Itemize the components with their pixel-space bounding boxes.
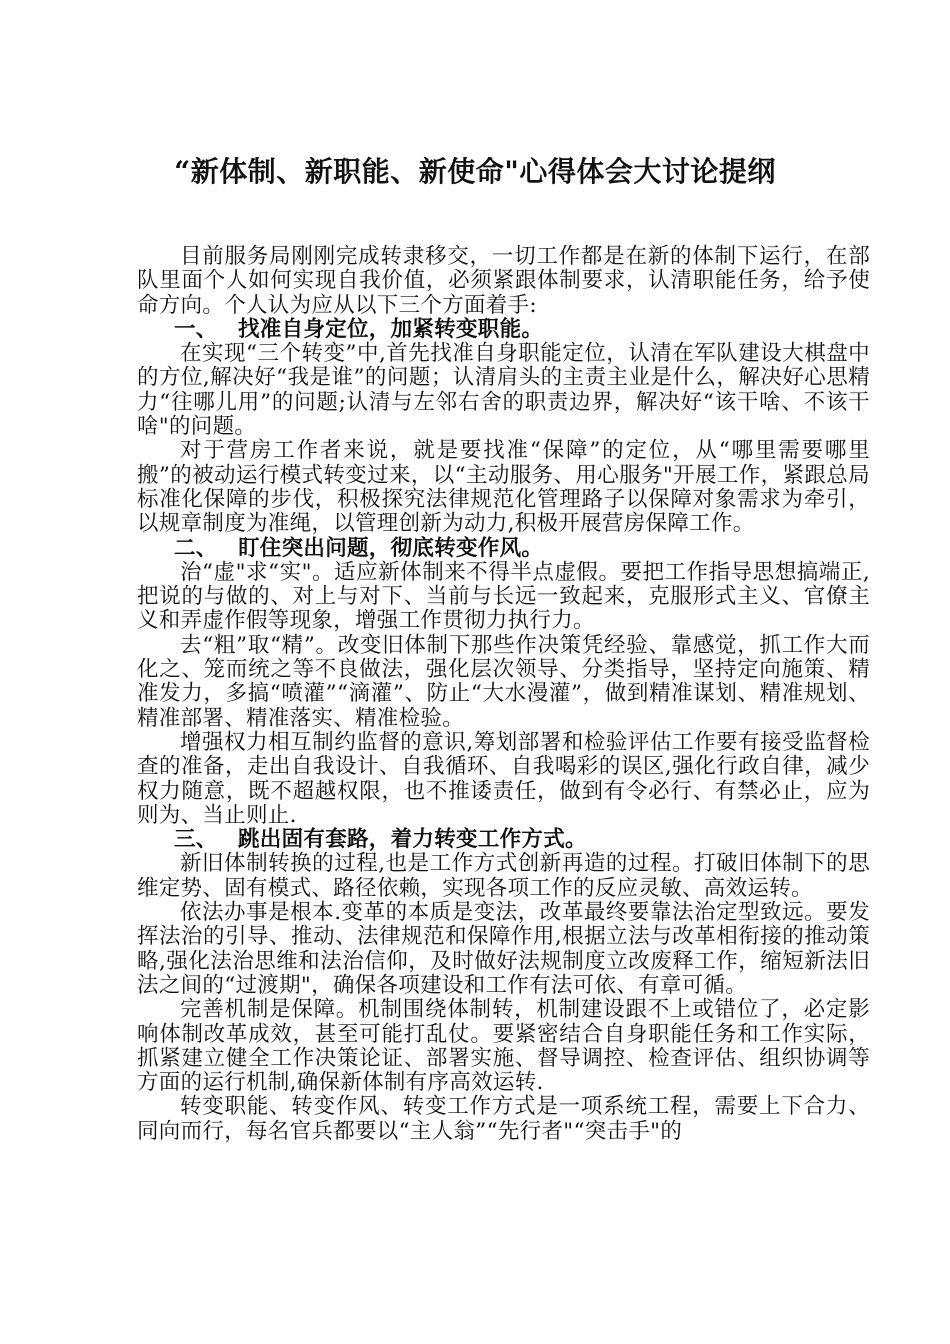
body-paragraph: 去“粗”取“精”。改变旧体制下那些作决策凭经验、靠感觉，抓工作大而化之、笼而统之等不良做法，强化层次领导、分类指导，坚持定向施策、精准发力，多搞“喷灌”“滴灌”、防止“大水漫灌”，做到精准谋划、精准规划、精准部署、精准落实、精准检验。 <box>137 632 870 731</box>
intro-paragraph: 目前服务局刚刚完成转隶移交，一切工作都是在新的体制下运行，在部队里面个人如何实现自我价值，必须紧跟体制要求，认清职能任务，给予使命方向。个人认为应从以下三个方面着手: <box>137 244 870 318</box>
body-paragraph: 治“虚"求“实"。适应新体制来不得半点虚假。要把工作指导思想搞端正,把说的与做的、对上与对下、当前与长远一致起来，克服形式主义、官僚主义和弄虚作假等现象，增强工作贯彻力执行力。 <box>137 559 870 634</box>
body-paragraph: 新旧体制转换的过程,也是工作方式创新再造的过程。打破旧体制下的思维定势、固有模式、路径依赖，实现各项工作的反应灵敏、高效运转。 <box>137 851 870 901</box>
section-number: 三、 <box>174 827 218 853</box>
section-heading <box>137 828 870 852</box>
section-heading-text: 盯住突出问题，彻底转变作风。 <box>238 535 544 561</box>
body-paragraph: 增强权力相互制约监督的意识,筹划部署和检验评估工作要有接受监督检查的准备，走出自我设计、自我循环、自我喝彩的误区,强化行政自律，减少权力随意，既不超越权限，也不推诿责任，做到有令必行、有禁必止，应为则为、当止则止. <box>137 729 870 828</box>
body-paragraph: 对于营房工作者来说，就是要找准“保障”的定位，从“哪里需要哪里搬”的被动运行模式转变过来，以“主动服务、用心服务"开展工作，紧跟总局标准化保障的步伐，积极探究法律规范化管理路子以保障对象需求为牵引，以规章制度为准绳，以管理创新为动力,积极开展营房保障工作。 <box>137 438 870 537</box>
section-heading-text: 找准自身定位，加紧转变职能。 <box>238 316 544 342</box>
section-heading-text: 跳出固有套路，着力转变工作方式。 <box>238 827 587 853</box>
body-paragraph: 转变职能、转变作风、转变工作方式是一项系统工程，需要上下合力、同向而行，每名官兵都要以“主人翁”“先行者"“突击手"的 <box>137 1094 870 1144</box>
section-number: 二、 <box>174 535 218 561</box>
body-paragraph: 在实现“三个转变”中,首先找准自身职能定位，认清在军队建设大棋盘中的方位,解决好“我是谁”的问题；认清肩头的主责主业是什么，解决好心思精力“往哪儿用”的问题;认清与左邻右舍的职责边界，解决好“该干啥、不该干啥"的问题。 <box>137 341 870 440</box>
section-number: 一、 <box>174 316 218 342</box>
document-title: “新体制、新职能、新使命"心得体会大讨论提纲 <box>174 155 776 188</box>
document-body <box>137 245 870 1144</box>
body-paragraph: 依法办事是根本.变革的本质是变法，改革最终要靠法治定型致远。要发挥法治的引导、推动、法律规范和保障作用,根据立法与改革相衔接的推动策略,强化法治思维和法治信仰，及时做好法规制度立改废释工作，缩短新法旧法之间的“过渡期"，确保各项建设和工作有法可依、有章可循。 <box>137 900 870 998</box>
section-heading <box>137 318 870 342</box>
body-paragraph: 完善机制是保障。机制围绕体制转，机制建设跟不上或错位了，必定影响体制改革成效，甚至可能打乱仗。要紧密结合自身职能任务和工作实际，抓紧建立健全工作决策论证、部署实施、督导调控、检查评估、组织协调等方面的运行机制,确保新体制有序高效运转. <box>137 997 870 1096</box>
section-heading <box>137 537 870 561</box>
